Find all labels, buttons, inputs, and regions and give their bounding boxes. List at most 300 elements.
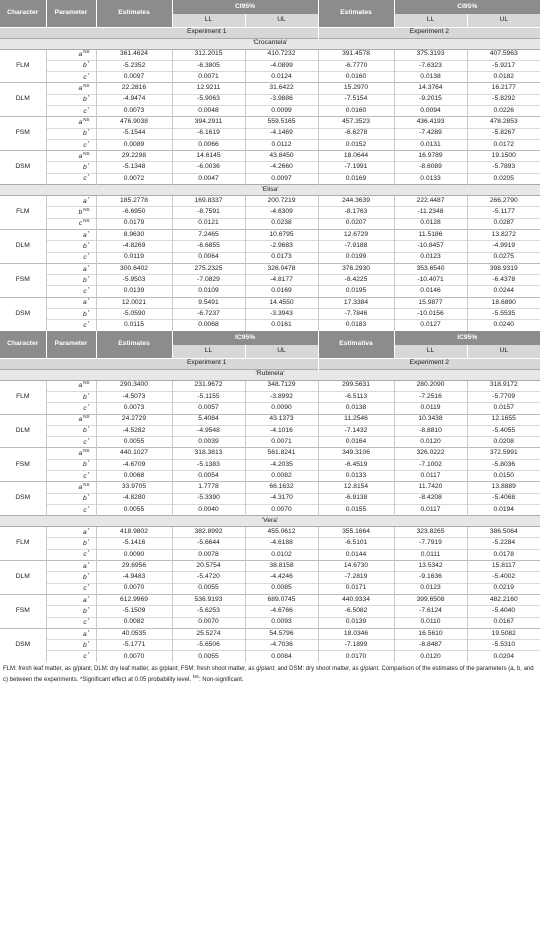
estimate-exp1-cell: 0.0082	[96, 617, 172, 628]
parameter-cell	[46, 309, 96, 320]
parameter-symbol: c	[83, 141, 87, 149]
ll-exp1-cell: 231.9672	[172, 380, 245, 391]
estimate-exp1-cell: 0.0139	[96, 286, 172, 297]
table-row	[0, 128, 540, 139]
ll-exp1-cell: -5.3390	[172, 493, 245, 504]
estimate-exp1-cell: 418.9802	[96, 527, 172, 538]
ul-exp2-cell: -5.5310	[467, 640, 540, 651]
significance-mark: *	[87, 60, 90, 66]
ul-exp2-cell: -5.9217	[467, 60, 540, 71]
parameter-cell	[46, 162, 96, 173]
character-cell: FLM	[0, 380, 46, 414]
estimate-exp2-cell: -6.6278	[318, 128, 394, 139]
table-row	[0, 606, 540, 617]
parameter-symbol: b	[83, 130, 87, 138]
ll-exp1-cell: 0.0057	[172, 403, 245, 414]
estimate-exp2-cell: 17.3384	[318, 297, 394, 308]
header-estimates-exp1: Estimates	[96, 331, 172, 358]
parameter-cell	[46, 403, 96, 414]
significance-mark: *	[87, 549, 90, 555]
ul-exp1-cell: 0.0082	[245, 471, 318, 482]
character-cell: DSM	[0, 482, 46, 516]
ul-exp2-cell: -5.7709	[467, 391, 540, 402]
header-ul-exp1: UL	[245, 14, 318, 27]
parameter-cell	[46, 482, 96, 493]
header-row	[0, 0, 540, 14]
table-row	[0, 162, 540, 173]
character-cell: DLM	[0, 229, 46, 263]
ll-exp2-cell: 0.0094	[394, 105, 467, 116]
estimate-exp1-cell: 29.6956	[96, 561, 172, 572]
ul-exp2-cell: -5.4002	[467, 572, 540, 583]
character-cell: FSM	[0, 594, 46, 628]
table-row	[0, 628, 540, 639]
header-estimates-exp1: Estimates	[96, 0, 172, 27]
estimate-exp1-cell: -5.2352	[96, 60, 172, 71]
significance-mark: *	[87, 436, 90, 442]
significance-mark: NS	[83, 218, 90, 224]
parameter-cell	[46, 263, 96, 274]
ul-exp1-cell: 0.0093	[245, 617, 318, 628]
significance-mark: *	[87, 402, 90, 408]
ul-exp2-cell: 15.8117	[467, 561, 540, 572]
significance-mark: *	[87, 639, 90, 645]
parameter-cell	[46, 617, 96, 628]
ul-exp2-cell: 372.5991	[467, 448, 540, 459]
parameter-cell	[46, 572, 96, 583]
ll-exp1-cell: 312.2015	[172, 49, 245, 60]
table-row	[0, 380, 540, 391]
ul-exp2-cell: -5.2284	[467, 538, 540, 549]
significance-mark: NS	[83, 150, 90, 156]
ul-exp2-cell: 0.0205	[467, 173, 540, 184]
ll-exp2-cell: 14.3764	[394, 83, 467, 94]
ul-exp1-cell: -2.9683	[245, 241, 318, 252]
ll-exp2-cell: 0.0131	[394, 139, 467, 150]
estimate-exp1-cell: 29.2298	[96, 151, 172, 162]
ll-exp1-cell: 0.0068	[172, 320, 245, 331]
table-row	[0, 320, 540, 331]
ll-exp1-cell: 536.9193	[172, 594, 245, 605]
estimate-exp2-cell: 0.0195	[318, 286, 394, 297]
estimate-exp2-cell: 18.0346	[318, 628, 394, 639]
ul-exp1-cell: 0.0070	[245, 504, 318, 515]
ll-exp1-cell: 0.0121	[172, 218, 245, 229]
ll-exp2-cell: 0.0123	[394, 583, 467, 594]
ll-exp2-cell: 16.5610	[394, 628, 467, 639]
ul-exp1-cell: -4.0899	[245, 60, 318, 71]
ul-exp2-cell: 0.0204	[467, 651, 540, 662]
estimate-exp1-cell: 0.0119	[96, 252, 172, 263]
estimate-exp1-cell: -5.0590	[96, 309, 172, 320]
ul-exp1-cell: 54.5796	[245, 628, 318, 639]
ul-exp1-cell: 561.8241	[245, 448, 318, 459]
parameter-symbol: c	[83, 551, 87, 559]
estimate-exp2-cell: -6.4519	[318, 459, 394, 470]
experiment-2-label: Experiment 2	[318, 358, 540, 369]
estimate-exp2-cell: 0.0144	[318, 549, 394, 560]
parameter-cell	[46, 139, 96, 150]
ll-exp1-cell: 20.5754	[172, 561, 245, 572]
significance-mark: *	[87, 274, 90, 280]
table-row	[0, 651, 540, 662]
ul-exp1-cell: 200.7219	[245, 196, 318, 207]
ll-exp1-cell: -6.7237	[172, 309, 245, 320]
ul-exp2-cell: -5.7893	[467, 162, 540, 173]
table-row	[0, 241, 540, 252]
table-footnote	[0, 662, 540, 684]
parameter-cell	[46, 105, 96, 116]
estimate-exp2-cell: 15.2970	[318, 83, 394, 94]
estimate-exp1-cell: 300.6402	[96, 263, 172, 274]
table-row	[0, 425, 540, 436]
parameter-symbol: b	[83, 427, 87, 435]
estimate-exp2-cell: 0.0139	[318, 617, 394, 628]
ul-exp2-cell: 0.0150	[467, 471, 540, 482]
ul-exp2-cell: 0.0240	[467, 320, 540, 331]
significance-mark: *	[87, 538, 90, 544]
cultivar-row	[0, 38, 540, 49]
ul-exp1-cell: 0.0238	[245, 218, 318, 229]
ul-exp2-cell: 386.5064	[467, 527, 540, 538]
parameter-cell	[46, 380, 96, 391]
cultivar-name: 'Crocantela'	[0, 38, 540, 49]
estimate-exp2-cell: 0.0169	[318, 173, 394, 184]
significance-mark: *	[87, 286, 90, 292]
ul-exp2-cell: -4.9919	[467, 241, 540, 252]
ll-exp1-cell: 0.0040	[172, 504, 245, 515]
table-row	[0, 414, 540, 425]
parameter-symbol: c	[83, 619, 87, 627]
estimate-exp2-cell: 457.3523	[318, 117, 394, 128]
ul-exp2-cell: 407.5963	[467, 49, 540, 60]
significance-mark: *	[87, 263, 90, 269]
estimate-exp2-cell: 0.0138	[318, 403, 394, 414]
ul-exp1-cell: -4.6766	[245, 606, 318, 617]
ul-exp1-cell: 326.0478	[245, 263, 318, 274]
ul-exp1-cell: -4.6188	[245, 538, 318, 549]
ll-exp2-cell: -7.1002	[394, 459, 467, 470]
estimate-exp2-cell: -7.9188	[318, 241, 394, 252]
ul-exp2-cell: 18.6890	[467, 297, 540, 308]
header-ul-exp2: UL	[467, 345, 540, 358]
estimate-exp2-cell: 244.3639	[318, 196, 394, 207]
ll-exp2-cell: -10.4071	[394, 275, 467, 286]
header-row	[0, 331, 540, 345]
table-row	[0, 83, 540, 94]
estimate-exp1-cell: -5.1509	[96, 606, 172, 617]
significance-mark: *	[87, 71, 90, 77]
estimate-exp1-cell: -4.8269	[96, 241, 172, 252]
estimate-exp2-cell: 349.3106	[318, 448, 394, 459]
ll-exp1-cell: 0.0047	[172, 173, 245, 184]
ll-exp2-cell: 15.9877	[394, 297, 467, 308]
parameter-cell	[46, 425, 96, 436]
parameter-symbol: b	[83, 164, 87, 172]
estimate-exp2-cell: -7.7846	[318, 309, 394, 320]
estimate-exp1-cell: 0.0070	[96, 651, 172, 662]
ul-exp1-cell: -4.3170	[245, 493, 318, 504]
table-row	[0, 448, 540, 459]
parameter-symbol: b	[83, 608, 87, 616]
ll-exp2-cell: -7.2516	[394, 391, 467, 402]
ll-exp2-cell: -9.1636	[394, 572, 467, 583]
table-row	[0, 594, 540, 605]
parameter-cell	[46, 651, 96, 662]
table-row	[0, 275, 540, 286]
ll-exp1-cell: -5.4720	[172, 572, 245, 583]
ul-exp2-cell: 478.2853	[467, 117, 540, 128]
ll-exp1-cell: -5.6253	[172, 606, 245, 617]
estimate-exp1-cell: -5.1544	[96, 128, 172, 139]
estimate-exp2-cell: 12.6729	[318, 229, 394, 240]
table-row	[0, 403, 540, 414]
ll-exp2-cell: 0.0127	[394, 320, 467, 331]
parameter-cell	[46, 60, 96, 71]
table-row	[0, 538, 540, 549]
cultivar-row	[0, 369, 540, 380]
estimate-exp2-cell: -6.5113	[318, 391, 394, 402]
estimate-exp1-cell: 361.4624	[96, 49, 172, 60]
estimate-exp1-cell: 40.0535	[96, 628, 172, 639]
ul-exp1-cell: -4.2660	[245, 162, 318, 173]
ul-exp2-cell: 482.2160	[467, 594, 540, 605]
parameter-cell	[46, 252, 96, 263]
parameter-cell	[46, 606, 96, 617]
estimate-exp2-cell: -7.2819	[318, 572, 394, 583]
ul-exp1-cell: -4.8177	[245, 275, 318, 286]
header-parameter: Parameter	[46, 0, 96, 27]
significance-mark: *	[87, 459, 90, 465]
header-ul-exp2: UL	[467, 14, 540, 27]
estimate-exp1-cell: 0.0073	[96, 105, 172, 116]
estimate-exp2-cell: 0.0207	[318, 218, 394, 229]
parameter-symbol: c	[83, 653, 87, 661]
estimate-exp2-cell: 0.0171	[318, 583, 394, 594]
estimate-exp2-cell: -6.5082	[318, 606, 394, 617]
estimate-exp1-cell: 0.0068	[96, 471, 172, 482]
parameter-symbol: a	[83, 529, 87, 537]
parameter-symbol: a	[78, 119, 83, 127]
ul-exp1-cell: 0.0084	[245, 651, 318, 662]
estimate-exp1-cell: 612.9969	[96, 594, 172, 605]
parameter-symbol: b	[83, 540, 87, 548]
significance-mark: *	[87, 297, 90, 303]
estimate-exp2-cell: 0.0164	[318, 437, 394, 448]
parameter-cell	[46, 207, 96, 218]
estimate-exp1-cell: 22.2816	[96, 83, 172, 94]
ll-exp1-cell: 0.0078	[172, 549, 245, 560]
parameter-symbol: b	[83, 461, 87, 469]
ul-exp1-cell: 31.6422	[245, 83, 318, 94]
header-ll-exp2: LL	[394, 345, 467, 358]
ll-exp2-cell: 222.4487	[394, 196, 467, 207]
cultivar-row	[0, 516, 540, 527]
parameter-cell	[46, 640, 96, 651]
estimate-exp2-cell: -7.1899	[318, 640, 394, 651]
estimate-exp1-cell: 33.9705	[96, 482, 172, 493]
parameter-symbol: b	[83, 393, 87, 401]
parameter-cell	[46, 437, 96, 448]
cultivar-name: 'Vera'	[0, 516, 540, 527]
estimate-exp1-cell: 0.0055	[96, 437, 172, 448]
table-row	[0, 617, 540, 628]
parameter-symbol: b	[83, 243, 87, 251]
ll-exp1-cell: 0.0064	[172, 252, 245, 263]
ul-exp2-cell: -6.4378	[467, 275, 540, 286]
table-row	[0, 297, 540, 308]
table-row	[0, 105, 540, 116]
ul-exp2-cell: 0.0178	[467, 549, 540, 560]
ll-exp2-cell: 326.0222	[394, 448, 467, 459]
character-cell: FLM	[0, 527, 46, 561]
significance-mark: *	[87, 229, 90, 235]
estimate-exp1-cell: 290.3400	[96, 380, 172, 391]
parameter-symbol: b	[83, 96, 87, 104]
estimate-exp1-cell: 0.0073	[96, 403, 172, 414]
ll-exp2-cell: 0.0120	[394, 437, 467, 448]
estimate-exp1-cell: 476.9038	[96, 117, 172, 128]
table-row	[0, 583, 540, 594]
significance-mark: *	[87, 173, 90, 179]
ul-exp2-cell: -5.4055	[467, 425, 540, 436]
ul-exp2-cell: 0.0182	[467, 72, 540, 83]
estimate-exp2-cell: -7.5154	[318, 94, 394, 105]
header-ll-exp1: LL	[172, 345, 245, 358]
estimate-exp1-cell: 12.0021	[96, 297, 172, 308]
ul-exp1-cell: -3.3943	[245, 309, 318, 320]
ll-exp2-cell: -10.8457	[394, 241, 467, 252]
estimate-exp2-cell: 14.6730	[318, 561, 394, 572]
header-estimates-exp2: Estimativa	[318, 331, 394, 358]
character-cell: DSM	[0, 297, 46, 331]
ul-exp2-cell: -5.8292	[467, 94, 540, 105]
character-cell: FLM	[0, 196, 46, 230]
ul-exp2-cell: 12.1655	[467, 414, 540, 425]
significance-mark: *	[87, 583, 90, 589]
parameter-cell	[46, 459, 96, 470]
table-row	[0, 572, 540, 583]
ul-exp2-cell: -5.8036	[467, 459, 540, 470]
significance-mark: *	[87, 572, 90, 578]
table-row	[0, 173, 540, 184]
header-ci-exp1: IC95%	[172, 331, 318, 345]
parameter-symbol: a	[78, 153, 83, 161]
table-row	[0, 60, 540, 71]
ul-exp1-cell: 0.0085	[245, 583, 318, 594]
ul-exp1-cell: 0.0102	[245, 549, 318, 560]
estimate-exp1-cell: -5.9503	[96, 275, 172, 286]
parameter-symbol: a	[83, 630, 87, 638]
ul-exp1-cell: 43.8450	[245, 151, 318, 162]
ul-exp2-cell: 0.0275	[467, 252, 540, 263]
ll-exp2-cell: 0.0133	[394, 173, 467, 184]
parameter-cell	[46, 628, 96, 639]
table-row	[0, 72, 540, 83]
parameter-cell	[46, 527, 96, 538]
parameter-symbol: c	[83, 254, 87, 262]
cultivar-row	[0, 185, 540, 196]
table-row	[0, 527, 540, 538]
ll-exp1-cell: 0.0039	[172, 437, 245, 448]
ll-exp2-cell: -7.6323	[394, 60, 467, 71]
parameter-symbol: c	[83, 107, 87, 115]
ll-exp1-cell: 14.6145	[172, 151, 245, 162]
header-character: Character	[0, 0, 46, 27]
table-row	[0, 482, 540, 493]
ll-exp2-cell: 0.0117	[394, 471, 467, 482]
parameter-symbol: c	[83, 288, 87, 296]
ll-exp2-cell: 11.7420	[394, 482, 467, 493]
estimate-exp1-cell: 0.0090	[96, 549, 172, 560]
header-parameter: Parameter	[46, 331, 96, 358]
table-row	[0, 263, 540, 274]
ll-exp1-cell: -5.1155	[172, 391, 245, 402]
table-row	[0, 94, 540, 105]
ll-exp1-cell: 5.4084	[172, 414, 245, 425]
estimate-exp1-cell: -5.1348	[96, 162, 172, 173]
experiment-row-blank	[0, 27, 96, 38]
ul-exp2-cell: 16.2177	[467, 83, 540, 94]
parameter-symbol: a	[78, 85, 83, 93]
footnote-ns-text: : Non-significant.	[198, 677, 244, 684]
significance-mark: NS	[83, 448, 90, 454]
table-row	[0, 391, 540, 402]
ul-exp1-cell: 43.1373	[245, 414, 318, 425]
estimate-exp1-cell: -4.6709	[96, 459, 172, 470]
character-cell: DLM	[0, 561, 46, 595]
significance-mark: *	[87, 425, 90, 431]
significance-mark: *	[87, 605, 90, 611]
ll-exp2-cell: -10.0156	[394, 309, 467, 320]
ul-exp2-cell: -5.1177	[467, 207, 540, 218]
ul-exp1-cell: 689.0745	[245, 594, 318, 605]
estimate-exp2-cell: -6.5101	[318, 538, 394, 549]
ul-exp1-cell: -4.1469	[245, 128, 318, 139]
header-estimates-exp2: Estimates	[318, 0, 394, 27]
ll-exp1-cell: 25.5274	[172, 628, 245, 639]
significance-mark: NS	[83, 380, 90, 386]
parameter-cell	[46, 196, 96, 207]
significance-mark: *	[87, 139, 90, 145]
significance-mark: *	[87, 391, 90, 397]
character-cell: FLM	[0, 49, 46, 83]
significance-mark: *	[87, 162, 90, 168]
table-row	[0, 49, 540, 60]
ul-exp2-cell: 13.8272	[467, 229, 540, 240]
table-row	[0, 640, 540, 651]
estimate-exp1-cell: -4.5282	[96, 425, 172, 436]
parameter-cell	[46, 72, 96, 83]
estimate-exp1-cell: 440.1027	[96, 448, 172, 459]
parameter-symbol: c	[83, 439, 87, 447]
estimate-exp1-cell: 0.0072	[96, 173, 172, 184]
estimate-exp1-cell: -5.1416	[96, 538, 172, 549]
significance-mark: *	[87, 526, 90, 532]
ul-exp2-cell: 0.0194	[467, 504, 540, 515]
parameter-symbol: c	[83, 74, 87, 81]
estimate-exp2-cell: 0.0160	[318, 72, 394, 83]
footnote-ns-mark: NS	[192, 674, 199, 680]
header-ci-exp2: IC95%	[394, 331, 540, 345]
significance-mark: *	[87, 560, 90, 566]
parameter-symbol: a	[83, 562, 87, 570]
header-ll-exp2: LL	[394, 14, 467, 27]
table-row	[0, 437, 540, 448]
estimate-exp2-cell: 0.0155	[318, 504, 394, 515]
estimate-exp1-cell: 0.0070	[96, 583, 172, 594]
estimate-exp2-cell: 299.5631	[318, 380, 394, 391]
